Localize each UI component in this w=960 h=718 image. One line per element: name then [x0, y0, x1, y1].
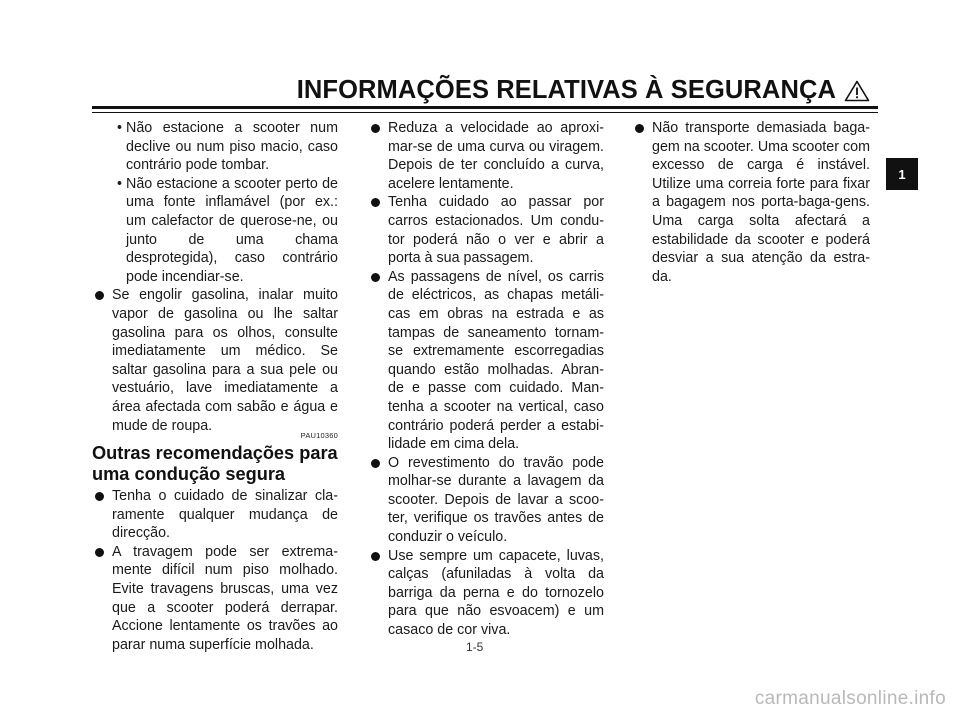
list-item	[92, 286, 338, 435]
column-1	[92, 119, 338, 654]
bullet-dot-icon	[371, 124, 380, 133]
list-item-text: A travagem pode ser extrema-mente difícil num piso molhado. Evite travagens bruscas, uma vez que a scooter poderá derrapar. Accione lentamente os travões ao parar numa superfície molhada.	[112, 543, 338, 653]
bullet-dot-icon	[95, 492, 104, 501]
list-item	[632, 119, 870, 286]
bullet-dot-icon	[95, 291, 104, 300]
bullet-list	[368, 119, 604, 640]
list-item-text: Não transporte demasiada baga-gem na scooter. Uma scooter com excesso de carga é instável. Utilize uma correia forte para fixar a bagagem nos porta-baga-gens. Uma carga solta afectará a estabilidade da scooter e poderá desviar a sua atenção da estra-da.	[652, 120, 870, 285]
bullet-dot-icon	[95, 548, 104, 557]
list-item	[368, 454, 604, 547]
list-item	[92, 487, 338, 543]
bullet-list	[632, 119, 870, 286]
header-rule-thin	[92, 112, 878, 113]
column-3	[632, 119, 870, 286]
list-item-text: O revestimento do travão pode molhar-se durante a lavagem da scooter. Depois de lavar a scoo-ter, verifique os travões antes de conduzir o veículo.	[388, 454, 604, 546]
dash-bullet-marker: •	[117, 175, 123, 192]
column-2	[368, 119, 604, 640]
bullet-list	[92, 286, 338, 435]
list-item	[92, 543, 338, 655]
list-item-text: Use sempre um capacete, luvas, calças (afuniladas à volta da barriga da perna e do tornozelo para que não esvoacem) e um casaco de cor viva.	[388, 547, 604, 639]
list-item	[92, 175, 338, 287]
list-item-text: Não estacione a scooter num declive ou num piso macio, caso contrário pode tombar.	[126, 120, 338, 174]
header-title: INFORMAÇÕES RELATIVAS À SEGURANÇA	[296, 76, 836, 104]
bullet-dot-icon	[371, 198, 380, 207]
section-header	[297, 76, 870, 105]
list-item-text: Tenha o cuidado de sinalizar cla-ramente qualquer mudança de direcção.	[112, 488, 338, 542]
bullet-dot-icon	[635, 124, 644, 133]
section-bullet-list	[92, 487, 338, 654]
list-item-text: As passagens de nível, os carris de eléctricos, as chapas metáli-cas em obras na estrada e as tampas de saneamento tornam-se extremamente escorregadias quando estão molhadas. Abran-de e passe com cuidado. Man-tenha a scooter na vertical, caso contrário poderá perder a estabi-lidade em cima dela.	[388, 268, 604, 453]
list-item	[368, 547, 604, 640]
header-rule-thick	[92, 106, 878, 109]
list-item-text: Se engolir gasolina, inalar muito vapor de gasolina ou lhe saltar gasolina para os olhos, consulte imediatamente um médico. Se saltar gasolina para a sua pele ou vestuário, lave imediatamente a área afectada com sabão e água e mude de roupa.	[112, 287, 338, 434]
list-item	[368, 119, 604, 193]
list-item	[368, 268, 604, 454]
dash-bullet-marker: •	[117, 120, 123, 136]
bullet-dot-icon	[371, 459, 380, 468]
section-title: Outras recomendações para uma condução segura	[92, 443, 338, 485]
bullet-dot-icon	[371, 273, 380, 282]
sub-bullet-list	[92, 119, 338, 286]
list-item-text: Não estacione a scooter perto de uma fonte inflamável (por ex.: um calefactor de querose-ne, ou junto de uma chama desprotegida), caso contrário pode incendiar-se.	[126, 175, 338, 285]
list-item	[368, 193, 604, 267]
chapter-tab-number: 1	[898, 166, 906, 182]
page-number: 1-5	[466, 640, 484, 654]
reference-code: PAU10360	[300, 431, 338, 441]
list-item-text: Reduza a velocidade ao aproxi-mar-se de uma curva ou viragem. Depois de ter concluído a curva, acelere lentamente.	[388, 120, 604, 192]
warning-icon	[844, 80, 870, 102]
watermark: carmanualsonline.info	[754, 688, 946, 709]
chapter-tab	[886, 158, 918, 190]
bullet-dot-icon	[371, 552, 380, 561]
list-item-text: Tenha cuidado ao passar por carros estacionados. Um condu-tor poderá não o ver e abrir a porta à sua passagem.	[388, 194, 604, 267]
list-item	[92, 119, 338, 175]
